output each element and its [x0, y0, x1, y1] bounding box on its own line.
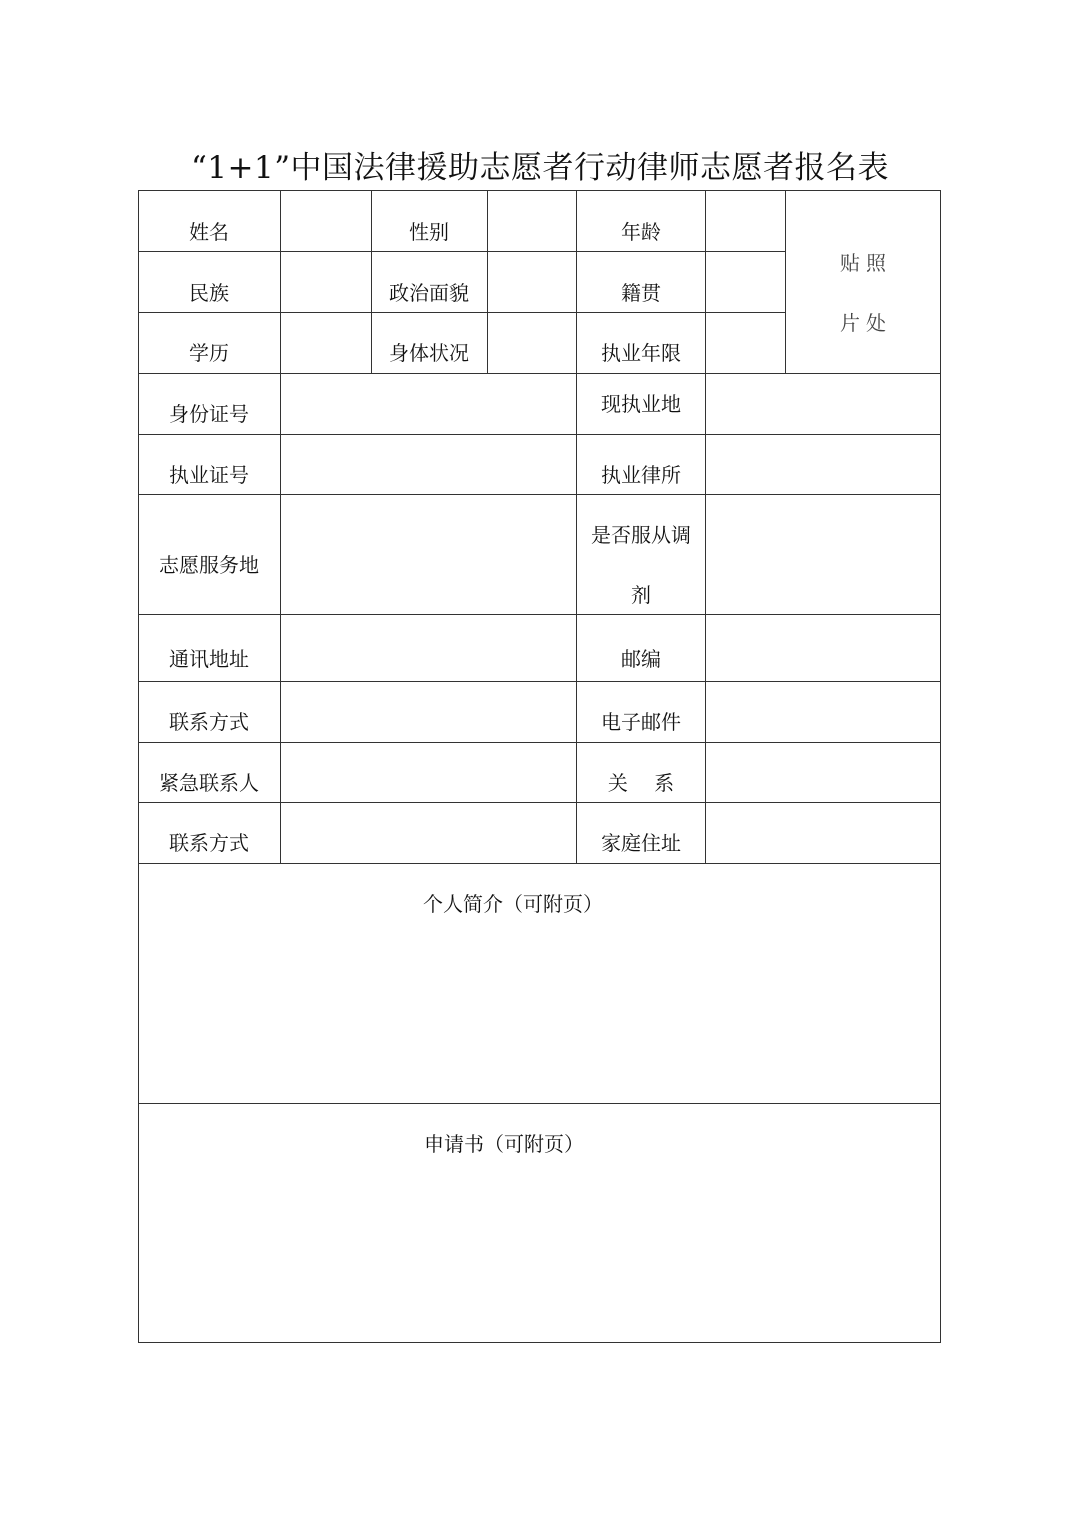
row-divider [138, 251, 786, 252]
label-id-number: 身份证号 [169, 402, 249, 426]
health-field[interactable] [488, 313, 576, 373]
row-divider [138, 312, 786, 313]
label-age: 年龄 [621, 220, 661, 244]
label-bio: 个人简介（可附页） [423, 892, 603, 916]
row-divider [138, 863, 941, 864]
service-location-field[interactable] [281, 495, 576, 614]
table-border-right [940, 190, 941, 1343]
label-accept-reassignment: 是否服从调 [591, 523, 691, 547]
political-status-field[interactable] [488, 252, 576, 312]
label-mailing-address: 通讯地址 [169, 647, 249, 671]
emergency-contact-field[interactable] [281, 743, 576, 802]
registration-form-table [138, 190, 941, 1343]
contact-field[interactable] [281, 682, 576, 742]
label-native-place: 籍贯 [621, 281, 661, 305]
name-field[interactable] [281, 191, 371, 251]
col-divider [576, 190, 577, 864]
label-home-address: 家庭住址 [601, 831, 681, 855]
home-address-field[interactable] [706, 803, 940, 863]
current-practice-location-field[interactable] [706, 374, 940, 434]
contact-2-field[interactable] [281, 803, 576, 863]
label-current-practice-location: 现执业地 [601, 392, 681, 416]
label-emergency-contact: 紧急联系人 [159, 771, 259, 795]
label-health: 身体状况 [389, 341, 469, 365]
label-relationship: 关 系 [607, 771, 675, 795]
id-number-field[interactable] [281, 374, 576, 434]
row-divider [138, 1103, 941, 1104]
law-firm-field[interactable] [706, 435, 940, 494]
photo-placeholder-line1: 贴照 [840, 251, 892, 275]
label-political-status: 政治面貌 [389, 281, 469, 305]
bio-field[interactable] [139, 930, 940, 1103]
label-application: 申请书（可附页） [424, 1132, 584, 1156]
label-name: 姓名 [189, 220, 229, 244]
gender-field[interactable] [488, 191, 576, 251]
label-gender: 性别 [409, 220, 449, 244]
label-license-number: 执业证号 [169, 463, 249, 487]
label-contact-2: 联系方式 [169, 831, 249, 855]
mailing-address-field[interactable] [281, 615, 576, 681]
postal-code-field[interactable] [706, 615, 940, 681]
label-education: 学历 [189, 341, 229, 365]
age-field[interactable] [706, 191, 785, 251]
native-place-field[interactable] [706, 252, 785, 312]
form-title: “1+1”中国法律援助志愿者行动律师志愿者报名表 [190, 150, 890, 186]
label-accept-reassignment-cont: 剂 [631, 583, 651, 607]
label-email: 电子邮件 [601, 710, 681, 734]
ethnicity-field[interactable] [281, 252, 371, 312]
photo-placeholder[interactable] [786, 191, 940, 373]
practice-years-field[interactable] [706, 313, 785, 373]
photo-placeholder-line2: 片处 [840, 311, 892, 335]
label-postal-code: 邮编 [621, 647, 661, 671]
col-divider [371, 190, 372, 374]
accept-reassignment-field[interactable] [706, 495, 940, 614]
license-number-field[interactable] [281, 435, 576, 494]
application-field[interactable] [139, 1170, 940, 1342]
education-field[interactable] [281, 313, 371, 373]
label-service-location: 志愿服务地 [159, 553, 259, 577]
label-ethnicity: 民族 [189, 281, 229, 305]
label-law-firm: 执业律所 [601, 463, 681, 487]
label-practice-years: 执业年限 [601, 341, 681, 365]
label-contact: 联系方式 [169, 710, 249, 734]
relationship-field[interactable] [706, 743, 940, 802]
email-field[interactable] [706, 682, 940, 742]
table-border-bottom [138, 1342, 941, 1343]
